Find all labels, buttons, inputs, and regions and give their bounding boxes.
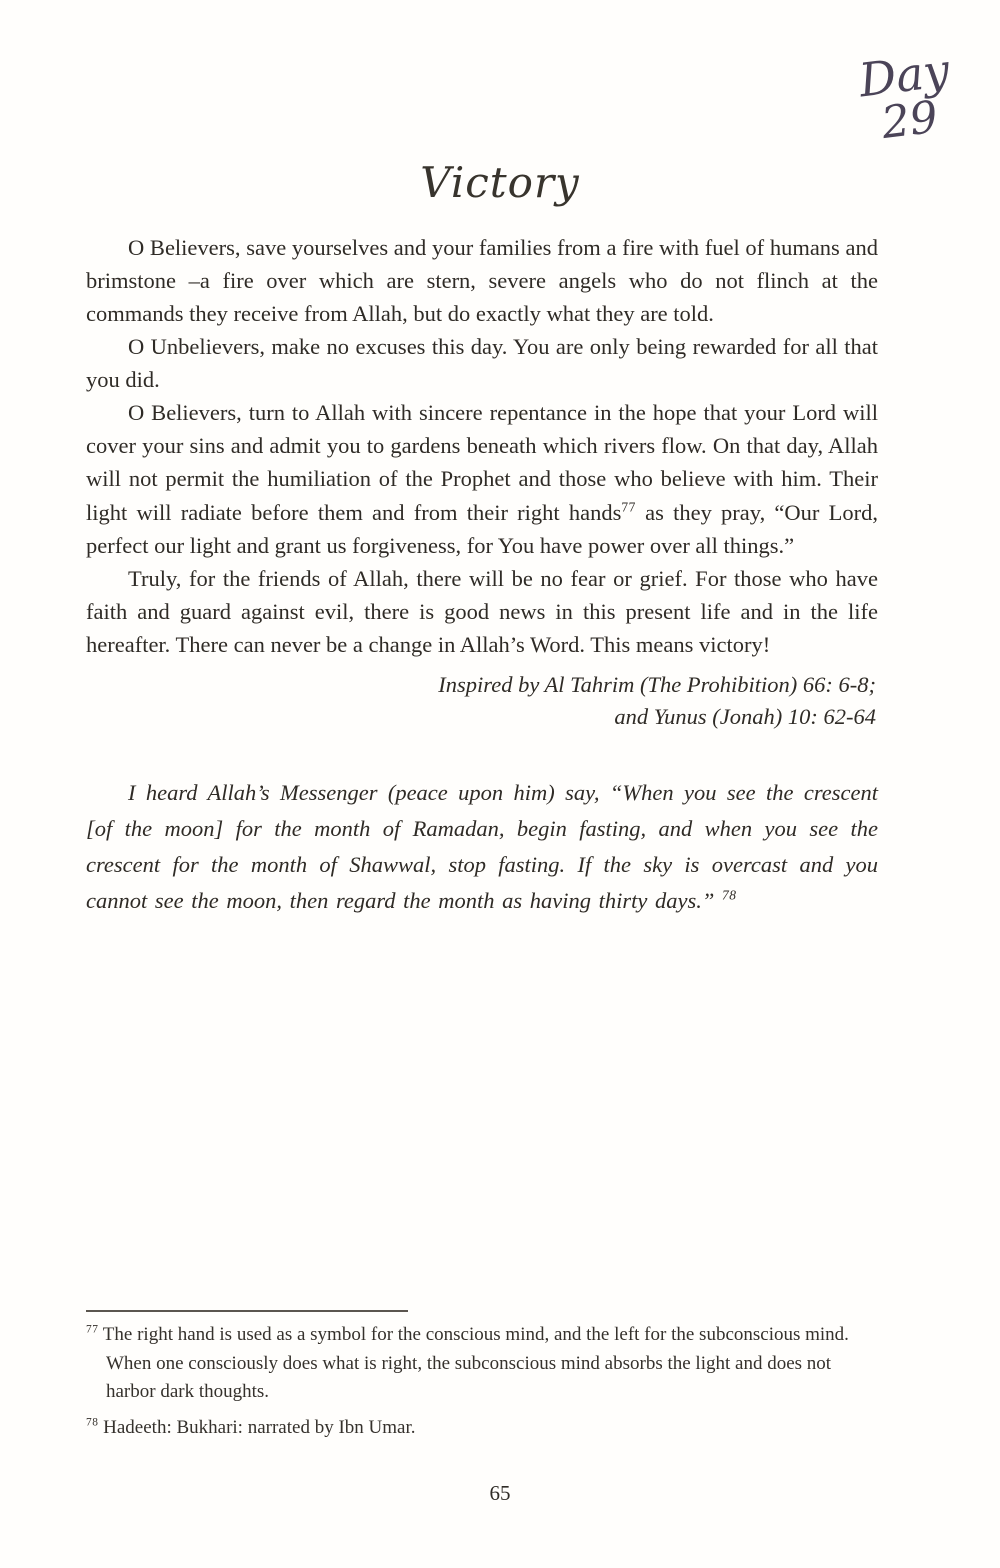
attribution-line-1: Inspired by Al Tahrim (The Prohibition) 66: 6-8; [438,671,876,697]
day-label-number: 29 [878,91,941,149]
day-label [837,44,977,151]
page-number: 65 [489,1481,511,1505]
body-text-column [0,207,1000,919]
footnote-78-marker: 78 [86,1416,99,1429]
paragraph-2: O Unbelievers, make no excuses this day. You are only being rewarded for all that you did. [86,334,878,393]
footnote-ref-78: 78 [722,887,737,903]
paragraph-1: O Believers, save yourselves and your families from a fire with fuel of humans and brimstone –a fire over which are stern, severe angels who do not flinch at the commands they receive from Allah, but do exactly what they are told. [86,235,878,327]
page-title: Victory [420,158,580,207]
footnote-78 [86,1414,878,1443]
paragraph-3-text-cont: as they pray, “Our Lord, perfect our light and grant us forgiveness, for You have power over all things.” [86,499,878,558]
hadith-paragraph [86,775,878,919]
footnote-77 [86,1321,878,1407]
footnote-ref-77: 77 [621,499,636,514]
footnote-divider-rule [86,1310,408,1312]
footnote-78-text: Hadeeth: Bukhari: narrated by Ibn Umar. [98,1416,416,1438]
attribution-line-2: and Yunus (Jonah) 10: 62-64 [614,703,876,729]
footnotes-section [86,1310,878,1442]
source-attribution [86,669,878,733]
paragraph-3 [86,396,878,561]
footnote-77-marker: 77 [86,1323,99,1336]
paragraph-3-text: O Believers, turn to Allah with sincere repentance in the hope that your Lord will cover your sins and admit you to gardens beneath which rivers flow. On that day, Allah will not permit the humiliation of the Prophet and those who believe with him. Their light will radiate before them and from their right hands [86,400,878,525]
day-label-word: Day [856,42,953,108]
footnote-77-text: The right hand is used as a symbol for the conscious mind, and the left for the subconscious mind. When one consciously does what is right, the subconscious mind absorbs the light and does not harbor dark thoughts. [98,1324,849,1402]
hadith-text: I heard Allah’s Messenger (peace upon him) say, “When you see the crescent [of the moon] for the month of Ramadan, begin fasting, and when you see the crescent for the month of Shawwal, stop fasting. If the sky is overcast and you cannot see the moon, then regard the month as having thirty days.” [86,779,878,913]
paragraph-4: Truly, for the friends of Allah, there will be no fear or grief. For those who have faith and guard against evil, there is good news in this present life and in the life hereafter. There can never be a change in Allah’s Word. This means victory! [86,565,878,657]
